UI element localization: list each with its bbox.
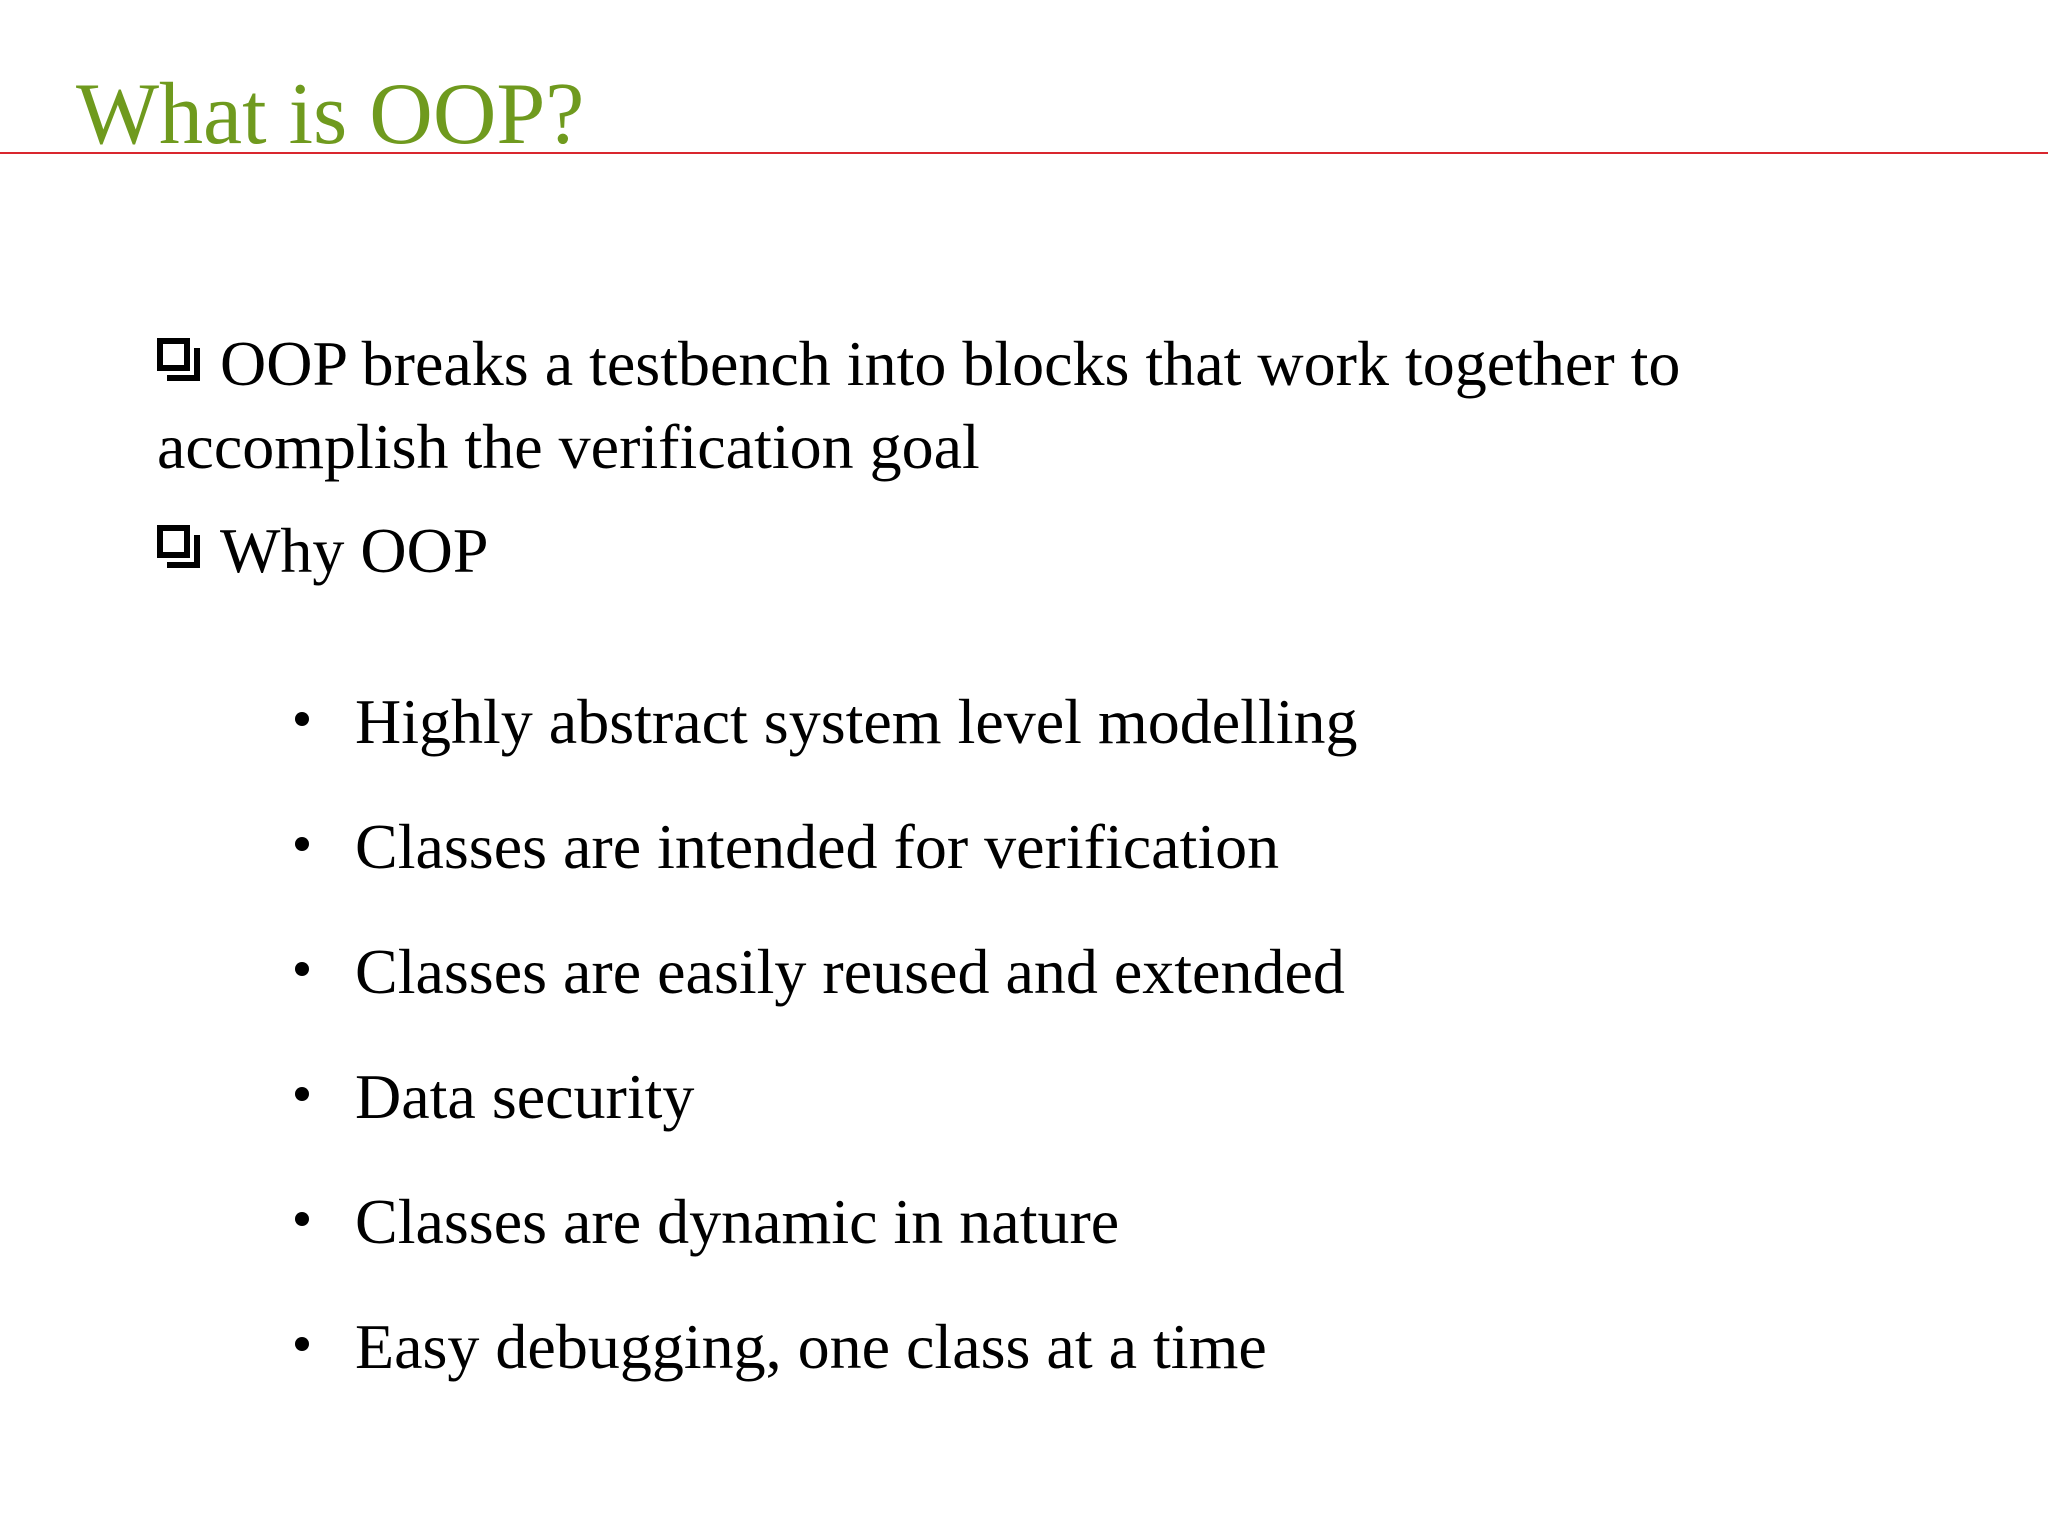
list-item <box>295 932 1795 1057</box>
list-item-text: Classes are dynamic in nature <box>355 1186 1120 1257</box>
bullet-dot-icon <box>295 837 309 851</box>
list-item-text: Data security <box>355 1061 695 1132</box>
why-oop-list <box>295 682 1795 1432</box>
bullet-dot-icon <box>295 1087 309 1101</box>
list-item <box>295 1307 1795 1432</box>
slide-content <box>157 322 1937 1382</box>
list-item-text: Highly abstract system level modelling <box>355 686 1358 757</box>
list-item-text: Classes are intended for verification <box>355 811 1280 882</box>
list-item-text: Easy debugging, one class at a time <box>355 1311 1267 1382</box>
bullet-dot-icon <box>295 712 309 726</box>
list-item <box>295 1182 1795 1307</box>
list-item-text: Classes are easily reused and extended <box>355 936 1345 1007</box>
main-point-why-oop <box>157 509 1937 592</box>
list-item <box>295 807 1795 932</box>
bullet-dot-icon <box>295 962 309 976</box>
main-point-oop-definition <box>157 322 1937 488</box>
main-point-text: OOP breaks a testbench into blocks that work together to accomplish the verification goal <box>157 328 1681 482</box>
title-divider <box>0 152 2048 154</box>
bullet-dot-icon <box>295 1212 309 1226</box>
square-box-icon <box>157 525 190 558</box>
list-item <box>295 682 1795 807</box>
square-box-icon <box>157 338 190 371</box>
list-item <box>295 1057 1795 1182</box>
main-point-text: Why OOP <box>220 515 489 586</box>
bullet-dot-icon <box>295 1337 309 1351</box>
slide-title: What is OOP? <box>76 66 585 163</box>
